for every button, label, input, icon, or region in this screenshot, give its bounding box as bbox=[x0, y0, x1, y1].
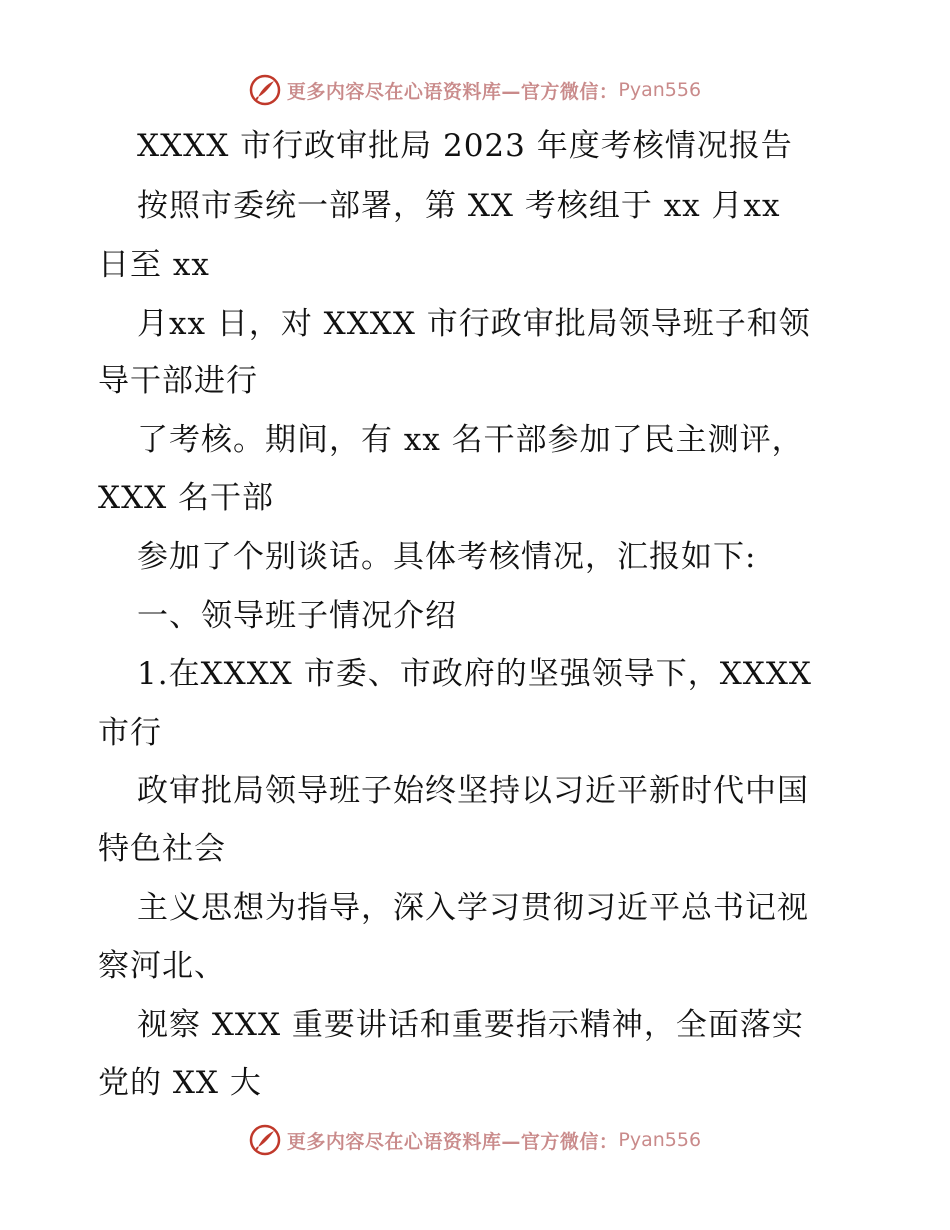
paragraph-line: 特色社会 bbox=[98, 831, 226, 867]
paragraph-line: 市行 bbox=[98, 715, 162, 751]
paragraph-line: XXX 名干部 bbox=[98, 480, 275, 516]
paragraph-line: 政审批局领导班子始终坚持以习近平新时代中国 bbox=[137, 773, 809, 809]
document-title: XXXX 市行政审批局 2023 年度考核情况报告 bbox=[137, 128, 793, 164]
paragraph-line: 按照市委统一部署，第 XX 考核组于 xx 月xx bbox=[137, 188, 781, 224]
banner-wechat-id: Pyan556 bbox=[618, 79, 702, 101]
banner-text: 更多内容尽在心语资料库—官方微信： bbox=[286, 1130, 619, 1153]
paragraph-line: 参加了个别谈话。具体考核情况，汇报如下: bbox=[137, 539, 757, 575]
paragraph-line: 党的 XX 大 bbox=[98, 1065, 262, 1101]
quill-logo-icon bbox=[249, 74, 281, 106]
paragraph-line: 了考核。期间，有 xx 名干部参加了民主测评， bbox=[137, 422, 804, 458]
paragraph-line: 视察 XXX 重要讲话和重要指示精神，全面落实 bbox=[137, 1007, 804, 1043]
footer-banner bbox=[0, 1120, 950, 1160]
paragraph-line: 日至 xx bbox=[98, 247, 210, 283]
paragraph-line: 月xx 日，对 XXXX 市行政审批局领导班子和领 bbox=[137, 306, 811, 342]
banner-text: 更多内容尽在心语资料库—官方微信： bbox=[286, 80, 619, 103]
quill-logo-icon bbox=[249, 1124, 281, 1156]
header-banner bbox=[0, 70, 950, 110]
paragraph-line: 1.在XXXX 市委、市政府的坚强领导下，XXXX bbox=[137, 656, 812, 692]
paragraph-line: 主义思想为指导，深入学习贯彻习近平总书记视 bbox=[137, 890, 809, 926]
section-heading: 一、领导班子情况介绍 bbox=[137, 598, 457, 634]
paragraph-line: 察河北、 bbox=[98, 948, 226, 984]
paragraph-line: 导干部进行 bbox=[98, 363, 258, 399]
banner-wechat-id: Pyan556 bbox=[618, 1129, 702, 1151]
